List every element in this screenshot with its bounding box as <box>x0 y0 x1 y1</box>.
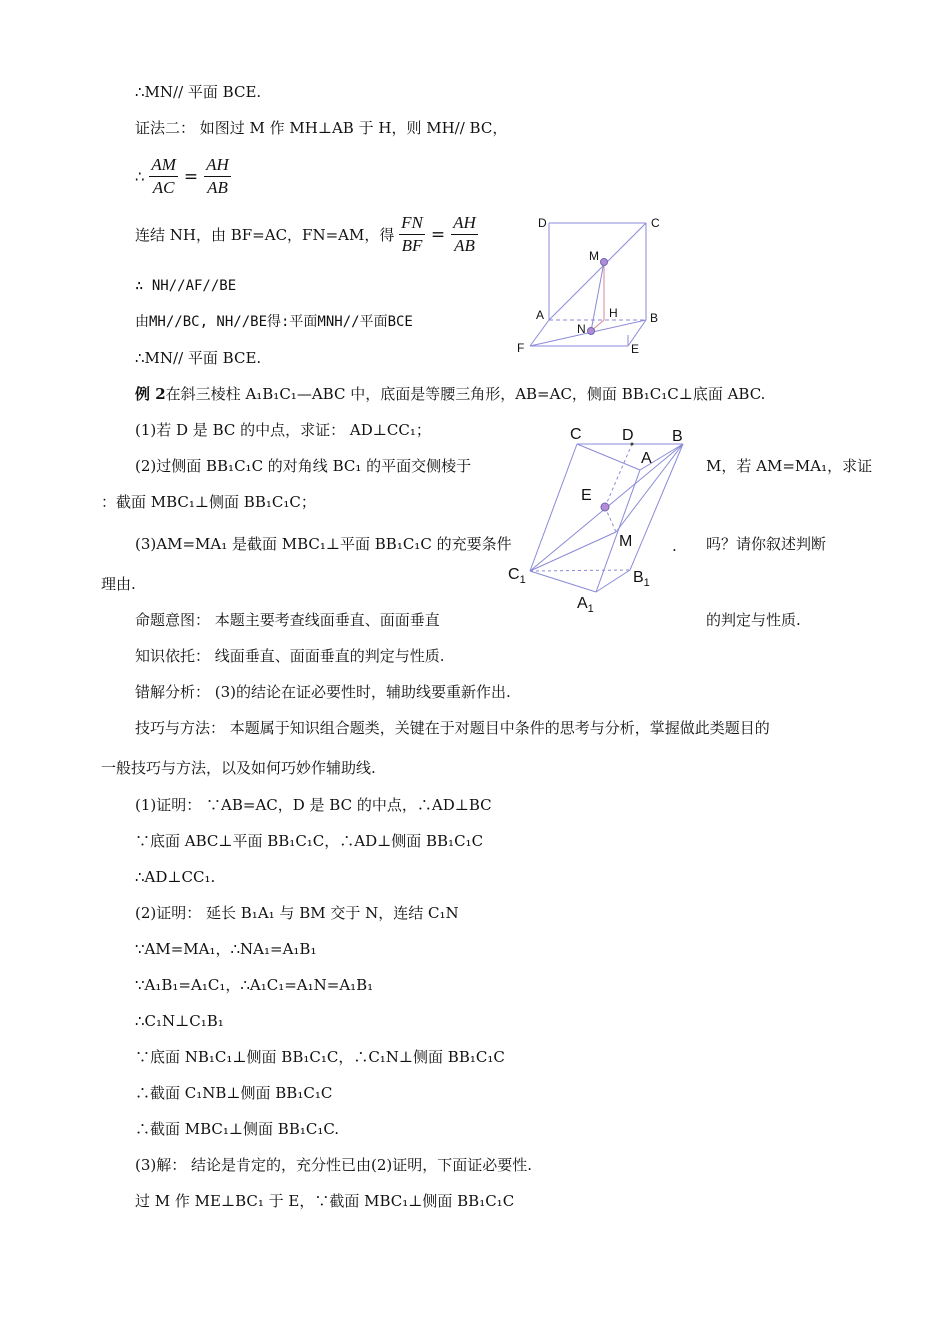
question-3b: 吗？请你叙述判断 <box>706 535 827 553</box>
question-1: (1)若 D 是 BC 的中点，求证： AD⊥CC₁； <box>135 421 431 439</box>
question-3c: 理由. <box>101 575 136 593</box>
text-line: 连结 NH，由 BF=AC，FN=AM，得 <box>135 226 395 244</box>
label-b: B <box>650 311 659 325</box>
label-a: A <box>536 308 545 322</box>
numerator: AM <box>149 154 178 177</box>
intent-b: 的判定与性质. <box>706 611 801 629</box>
fraction <box>204 154 231 199</box>
figure-prism <box>500 420 700 615</box>
label-b: B <box>672 428 683 445</box>
solution-line: ∵底面 NB₁C₁⊥侧面 BB₁C₁C，∴C₁N⊥侧面 BB₁C₁C <box>135 1048 505 1066</box>
text-line: 由MH//BC, NH//BE得:平面MNH//平面BCE <box>135 314 413 330</box>
edge-c1a1 <box>530 571 596 592</box>
intent-a: 命题意图： 本题主要考查线面垂直、面面垂直 <box>135 611 440 629</box>
solution-line: 过 M 作 ME⊥BC₁ 于 E，∵截面 MBC₁⊥侧面 BB₁C₁C <box>135 1192 515 1210</box>
segment-mn <box>591 262 604 331</box>
fraction <box>399 212 425 257</box>
denominator: AC <box>152 178 175 197</box>
question-2c: ：截面 MBC₁⊥侧面 BB₁C₁C； <box>101 493 316 511</box>
method-line-2: 一般技巧与方法，以及如何巧妙作辅助线. <box>101 759 376 777</box>
fraction <box>451 212 478 257</box>
equals-sign: = <box>183 166 199 187</box>
equals-sign: = <box>430 224 446 245</box>
solution-line: (2)证明： 延长 B₁A₁ 与 BM 交于 N，连结 C₁N <box>135 904 459 922</box>
example-statement: 在斜三棱柱 A₁B₁C₁—ABC 中，底面是等腰三角形，AB=AC，侧面 BB₁C₁C⊥底面 ABC. <box>165 385 766 403</box>
label-c: C <box>651 216 660 230</box>
label-c1: $C_1$ <box>508 566 526 586</box>
denominator: AB <box>454 236 475 255</box>
error-analysis: 错解分析： (3)的结论在证必要性时，辅助线要重新作出. <box>135 683 511 701</box>
label-e: E <box>631 342 640 356</box>
point-m <box>601 259 608 266</box>
label-f: F <box>517 341 525 355</box>
figure-cube <box>505 205 675 365</box>
text-line: ∴MN// 平面 BCE. <box>135 83 262 101</box>
solution-line: ∴截面 C₁NB⊥侧面 BB₁C₁C <box>135 1084 333 1102</box>
solution-line: ∵A₁B₁=A₁C₁，∴A₁C₁=A₁N=A₁B₁ <box>135 976 374 994</box>
text-line: ∴ NH//AF//BE <box>135 278 237 294</box>
label-b1: $B_1$ <box>633 569 650 589</box>
method-line-1: 技巧与方法： 本题属于知识组合题类，关键在于对题目中条件的思考与分析，掌握做此类题目的 <box>135 719 770 737</box>
label-d: D <box>538 216 547 230</box>
solution-line: ∵AM=MA₁，∴NA₁=A₁B₁ <box>135 940 317 958</box>
label-a: A <box>641 450 652 467</box>
text-line: ∴MN// 平面 BCE. <box>135 349 262 367</box>
point-e <box>601 503 609 511</box>
question-3-dot: . <box>672 537 677 555</box>
label-m: M <box>589 249 599 263</box>
numerator: FN <box>399 212 425 235</box>
denominator: BF <box>401 236 423 255</box>
segment-c1m <box>530 532 616 571</box>
fraction-equation <box>135 212 478 257</box>
solution-line: ∴截面 MBC₁⊥侧面 BB₁C₁C. <box>135 1120 340 1138</box>
edge-ac <box>549 223 646 320</box>
edge-bb1 <box>630 444 683 570</box>
question-2a: (2)过侧面 BB₁C₁C 的对角线 BC₁ 的平面交侧棱于 <box>135 457 472 475</box>
edge-ca <box>577 444 640 470</box>
text-line: 证法二： 如图过 M 作 MH⊥AB 于 H，则 MH// BC， <box>135 119 508 137</box>
edge-c1b1 <box>530 570 630 571</box>
knowledge-basis: 知识依托： 线面垂直、面面垂直的判定与性质. <box>135 647 445 665</box>
example-title <box>135 384 765 404</box>
point-n <box>588 328 595 335</box>
label-a1: $A_1$ <box>577 595 594 615</box>
solution-line: ∴AD⊥CC₁. <box>135 868 216 886</box>
fraction <box>149 154 178 199</box>
solution-line: ∵底面 ABC⊥平面 BB₁C₁C，∴AD⊥侧面 BB₁C₁C <box>135 832 484 850</box>
example-label: 例 2 <box>135 385 166 403</box>
label-h: H <box>609 306 618 320</box>
question-3a: (3)AM=MA₁ 是截面 MBC₁⊥平面 BB₁C₁C 的充要条件 <box>135 535 512 553</box>
label-n: N <box>577 322 586 336</box>
numerator: AH <box>451 212 478 235</box>
edge-a1b1 <box>596 570 630 592</box>
label-e: E <box>581 487 592 504</box>
question-2b: M，若 AM=MA₁，求证 <box>706 457 873 475</box>
therefore-symbol: ∴ <box>135 167 145 186</box>
fraction-equation <box>135 154 231 199</box>
label-d: D <box>622 427 634 444</box>
label-c: C <box>570 426 582 443</box>
solution-line: (3)解： 结论是肯定的，充分性已由(2)证明，下面证必要性. <box>135 1156 533 1174</box>
denominator: AB <box>207 178 228 197</box>
label-m: M <box>619 533 633 550</box>
solution-line: ∴C₁N⊥C₁B₁ <box>135 1012 224 1030</box>
numerator: AH <box>204 154 231 177</box>
solution-line: (1)证明： ∵AB=AC，D 是 BC 的中点，∴AD⊥BC <box>135 796 492 814</box>
